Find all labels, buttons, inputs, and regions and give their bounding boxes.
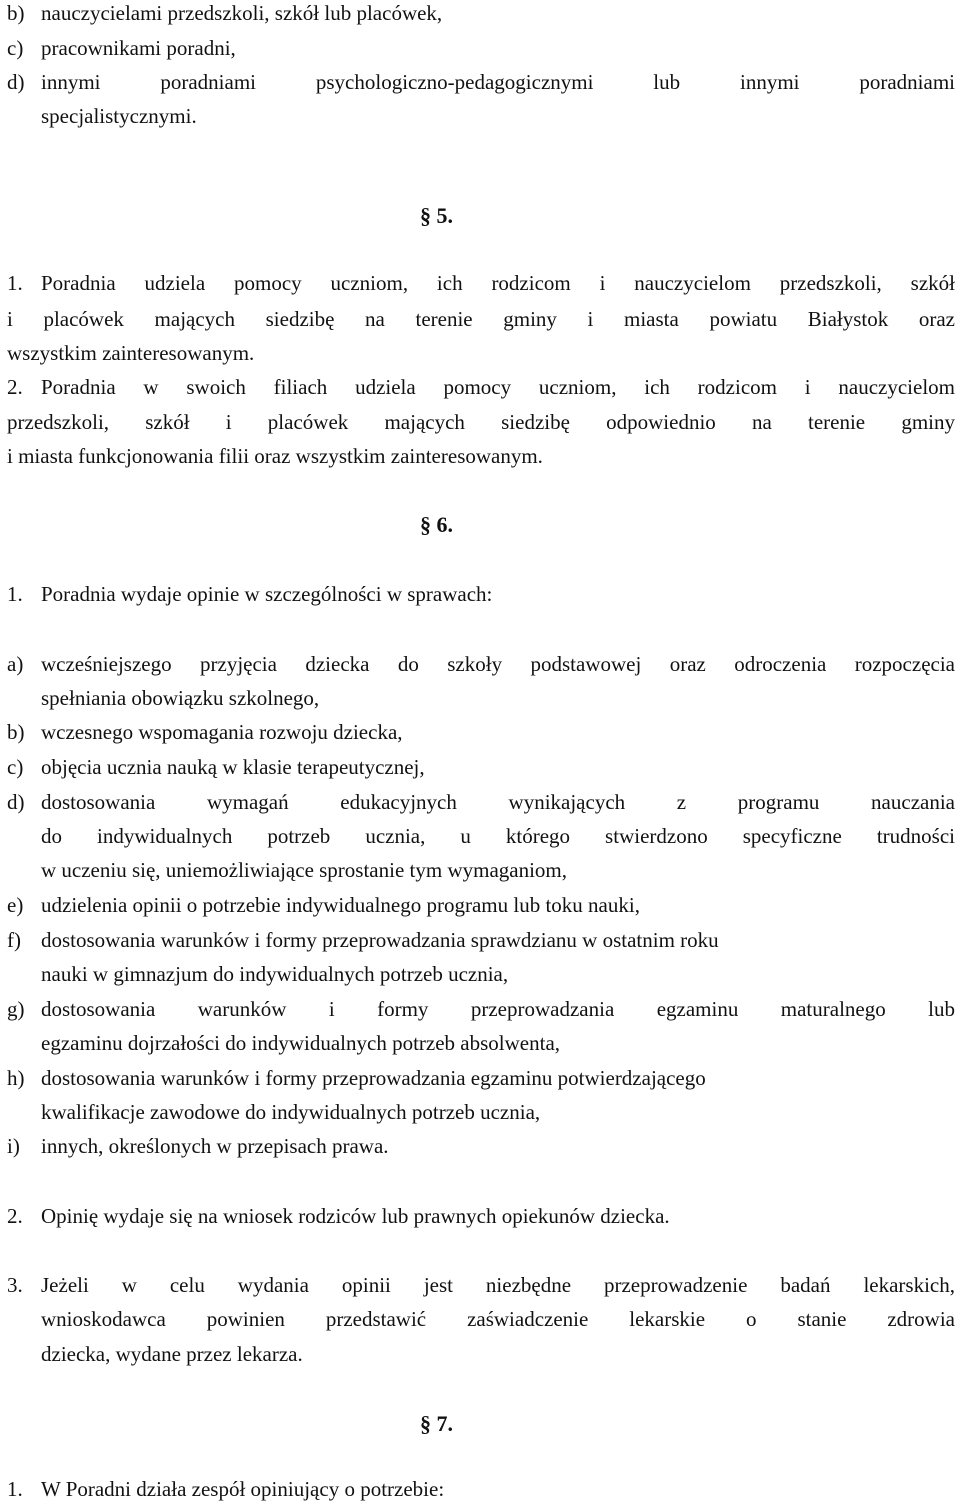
section-heading-6: § 6. [420,512,453,537]
section-heading-5: § 5. [420,203,453,228]
section-heading-7: § 7. [420,1411,453,1436]
